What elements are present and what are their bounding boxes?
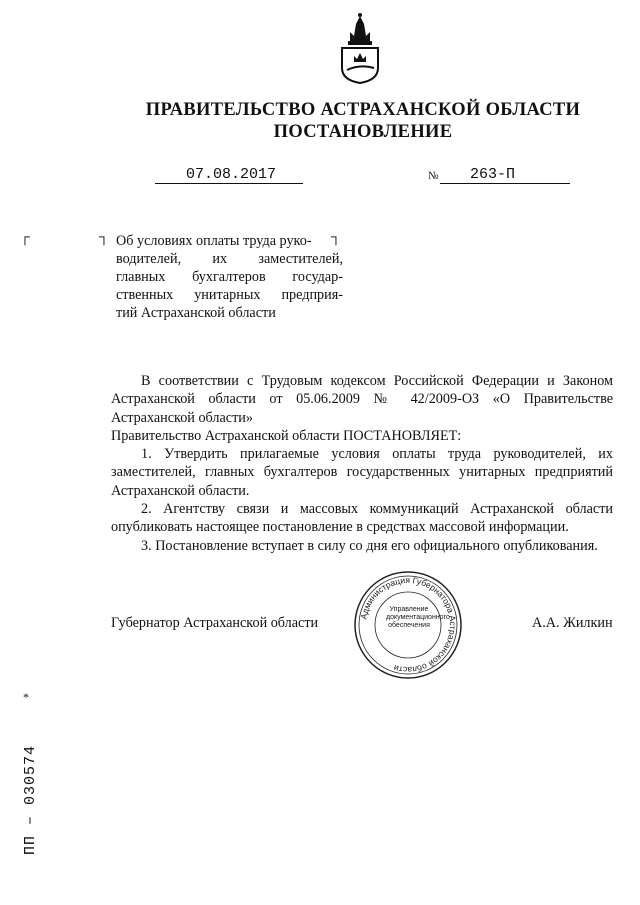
signatory-name: А.А. Жилкин bbox=[532, 615, 613, 631]
subject-line: главных бухгалтеров государ- bbox=[116, 269, 343, 285]
resolution-item: 2. Агентству связи и массовых коммуникаций Астраханской области опубликовать настоящее постановление в средствах массовой информации. bbox=[111, 501, 613, 536]
number-sign: № bbox=[428, 170, 439, 182]
resolution-line: Правительство Астраханской области ПОСТАНОВЛЯЕТ: bbox=[111, 427, 462, 444]
subject-line: водителей, их заместителей, bbox=[116, 251, 343, 267]
registration-code: ПП – 030574 bbox=[22, 744, 39, 855]
resolution-item: 1. Утвердить прилагаемые условия оплаты труда руководителей, их заместителей, главных бухгалтеров государственных унитарных предприятий Астраханской области. bbox=[111, 446, 613, 499]
subject-line: ственных унитарных предприя- bbox=[116, 287, 343, 303]
stamp-line: обеспечения bbox=[388, 622, 430, 629]
document-number: 263-П bbox=[470, 166, 516, 183]
stamp-line: Управление bbox=[389, 606, 429, 613]
side-mark: * bbox=[23, 690, 29, 704]
document-type: ПОСТАНОВЛЕНИЕ bbox=[273, 122, 453, 142]
preamble-paragraph: В соответствии с Трудовым кодексом Российской Федерации и Законом Астраханской области от 05.06.2009 № 42/2009-ОЗ «О Правительстве Астраханской области» bbox=[111, 373, 613, 426]
subject-line: тий Астраханской области bbox=[116, 305, 276, 321]
resolution-item: 3. Постановление вступает в силу со дня его официального опубликования. bbox=[141, 537, 598, 554]
stamp-ring-text: Администрация Губернатора Астраханской области bbox=[358, 574, 459, 676]
subject-line: Об условиях оплаты труда руко- bbox=[116, 233, 312, 249]
document-subject bbox=[116, 232, 343, 322]
coat-of-arms-icon bbox=[336, 12, 384, 84]
signatory-title: Губернатор Астраханской области bbox=[111, 615, 319, 631]
stamp-inner-text bbox=[386, 606, 450, 630]
government-title: ПРАВИТЕЛЬСТВО АСТРАХАНСКОЙ ОБЛАСТИ bbox=[145, 100, 581, 120]
document-body bbox=[111, 372, 613, 555]
subject-corner-end: ┐ bbox=[331, 230, 341, 245]
document-date: 07.08.2017 bbox=[186, 166, 277, 183]
date-underline bbox=[155, 183, 303, 184]
number-underline bbox=[440, 183, 570, 184]
subject-corner-right: ┐ bbox=[99, 230, 109, 245]
subject-corner-left: ┌ bbox=[20, 230, 30, 245]
stamp-line: документационного bbox=[386, 614, 450, 621]
